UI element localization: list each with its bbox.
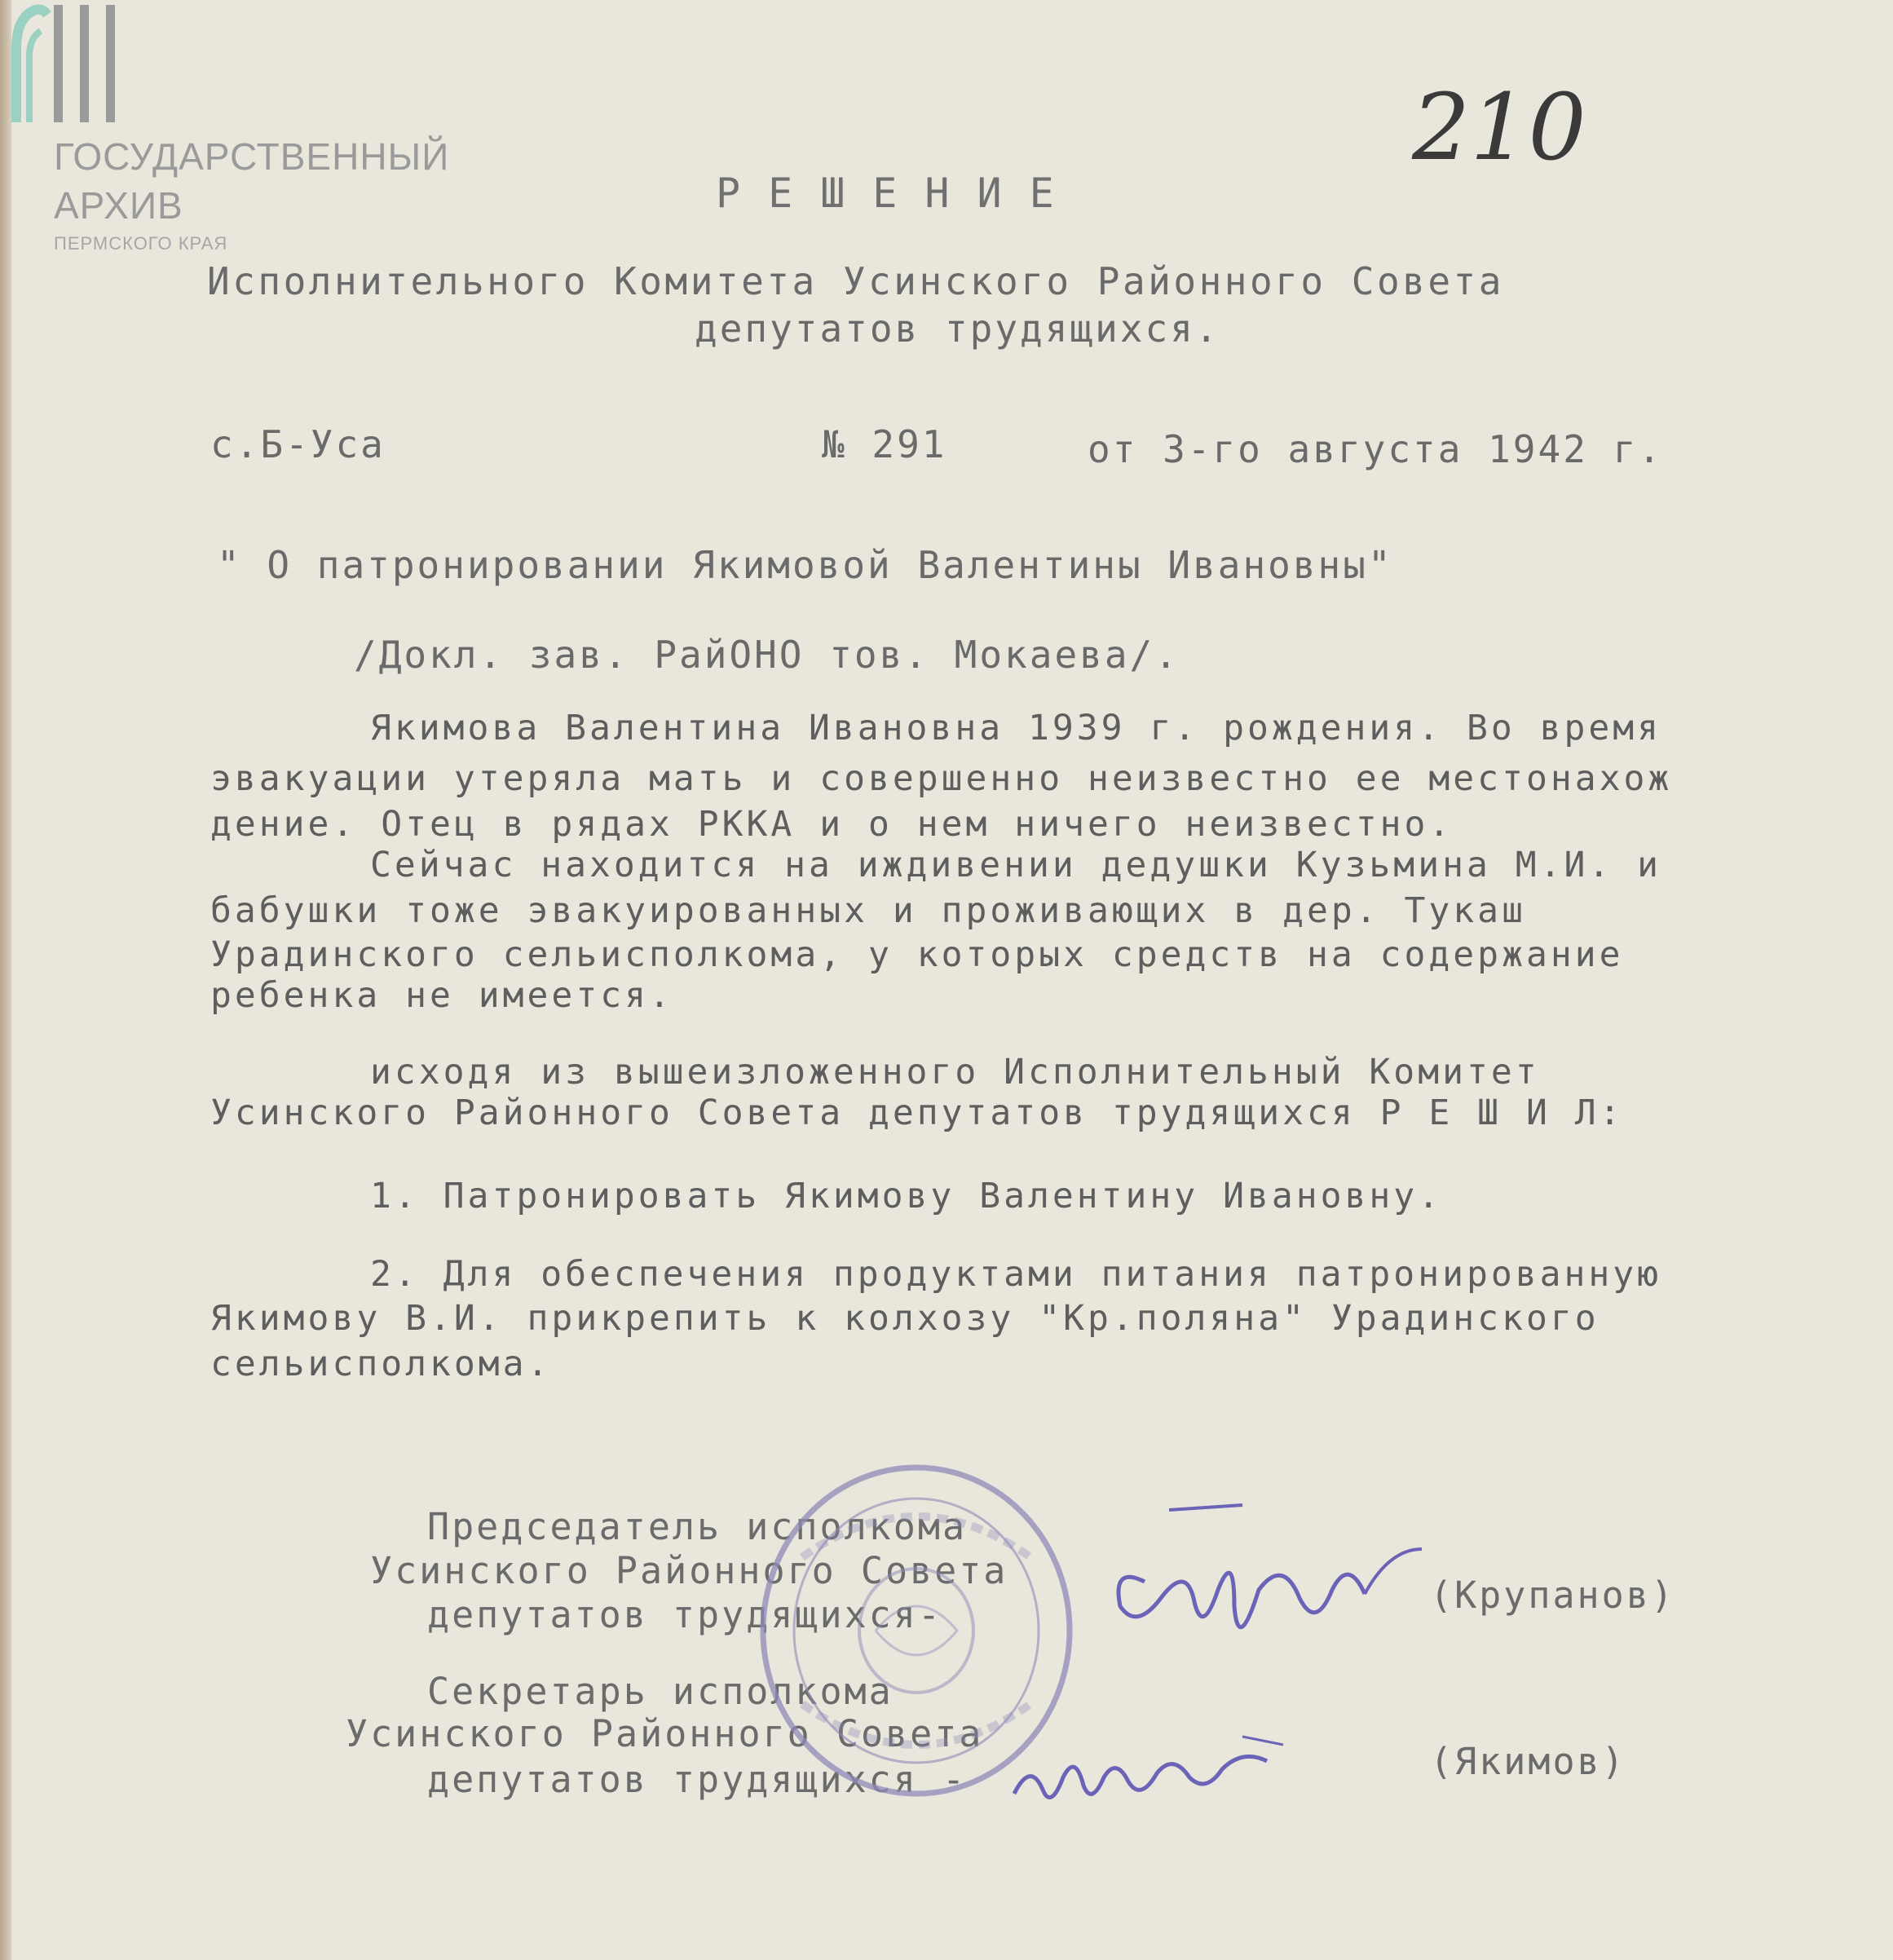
subject-line: " О патронировании Якимовой Валентины Ивановны" (217, 543, 1393, 587)
resolution-line-1: исходя из вышеизложенного Исполнительный Комитет (370, 1052, 1540, 1093)
document-title: РЕШЕНИЕ (716, 170, 1082, 217)
decision-item-2-line-3: сельисполкома. (210, 1344, 552, 1384)
chairman-name: (Крупанов) (1430, 1574, 1675, 1617)
body-line-2: эвакуации утеряла мать и совершенно неизвестно ее местонахож (210, 758, 1673, 799)
decision-item-1: 1. Патронировать Якимову Валентину Ивановну. (370, 1176, 1443, 1216)
body-line-5: бабушки тоже эвакуированных и проживающих в дер. Тукаш (210, 890, 1526, 931)
archive-logo (11, 0, 468, 261)
chairman-signature (1096, 1500, 1438, 1663)
document-number: № 291 (822, 422, 947, 466)
body-line-7: ребенка не имеется. (210, 975, 673, 1016)
chairman-title-1: Председатель исполкома (427, 1505, 968, 1548)
secretary-signature (1006, 1712, 1316, 1810)
decision-item-2-line-1: 2. Для обеспечения продуктами питания патронированную (370, 1254, 1662, 1295)
secretary-title-3: депутатов трудящихся - (427, 1758, 968, 1801)
secretary-title-1: Секретарь исполкома (427, 1670, 894, 1713)
archive-logo-icon (11, 0, 142, 130)
archive-logo-line2: АРХИВ (54, 184, 183, 227)
body-line-4: Сейчас находится на иждивении дедушки Кузьмина М.И. и (370, 845, 1662, 885)
chairman-title-2: Усинского Районного Совета (370, 1549, 1008, 1592)
report-line: /Докл. зав. РайОНО тов. Мокаева/. (354, 633, 1180, 677)
archive-logo-line3: ПЕРМСКОГО КРАЯ (54, 233, 228, 254)
body-line-3: дение. Отец в рядах РККА и о нем ничего неизвестно. (210, 804, 1454, 845)
place: с.Б-Уса (210, 422, 386, 466)
secretary-name: (Якимов) (1430, 1740, 1626, 1783)
secretary-title-2: Усинского Районного Совета (346, 1712, 984, 1755)
document-date: от 3-го августа 1942 г. (1088, 427, 1663, 471)
page-number: 210 (1412, 75, 1586, 181)
header-line-2: депутатов трудящихся. (695, 307, 1220, 351)
body-line-1: Якимова Валентина Ивановна 1939 г. рождения. Во время (370, 708, 1662, 748)
chairman-title-3: депутатов трудящихся- (427, 1593, 942, 1636)
resolution-line-2: Усинского Районного Совета депутатов трудящихся Р Е Ш И Л: (210, 1093, 1624, 1133)
header-line-1: Исполнительного Комитета Усинского Районного Совета (207, 259, 1504, 303)
document-sheet (11, 0, 1893, 1960)
decision-item-2-line-2: Якимову В.И. прикрепить к колхозу "Кр.поляна" Урадинского (210, 1298, 1600, 1339)
archive-logo-line1: ГОСУДАРСТВЕННЫЙ (54, 135, 450, 178)
body-line-6: Урадинского сельисполкома, у которых средств на содержание (210, 934, 1624, 975)
